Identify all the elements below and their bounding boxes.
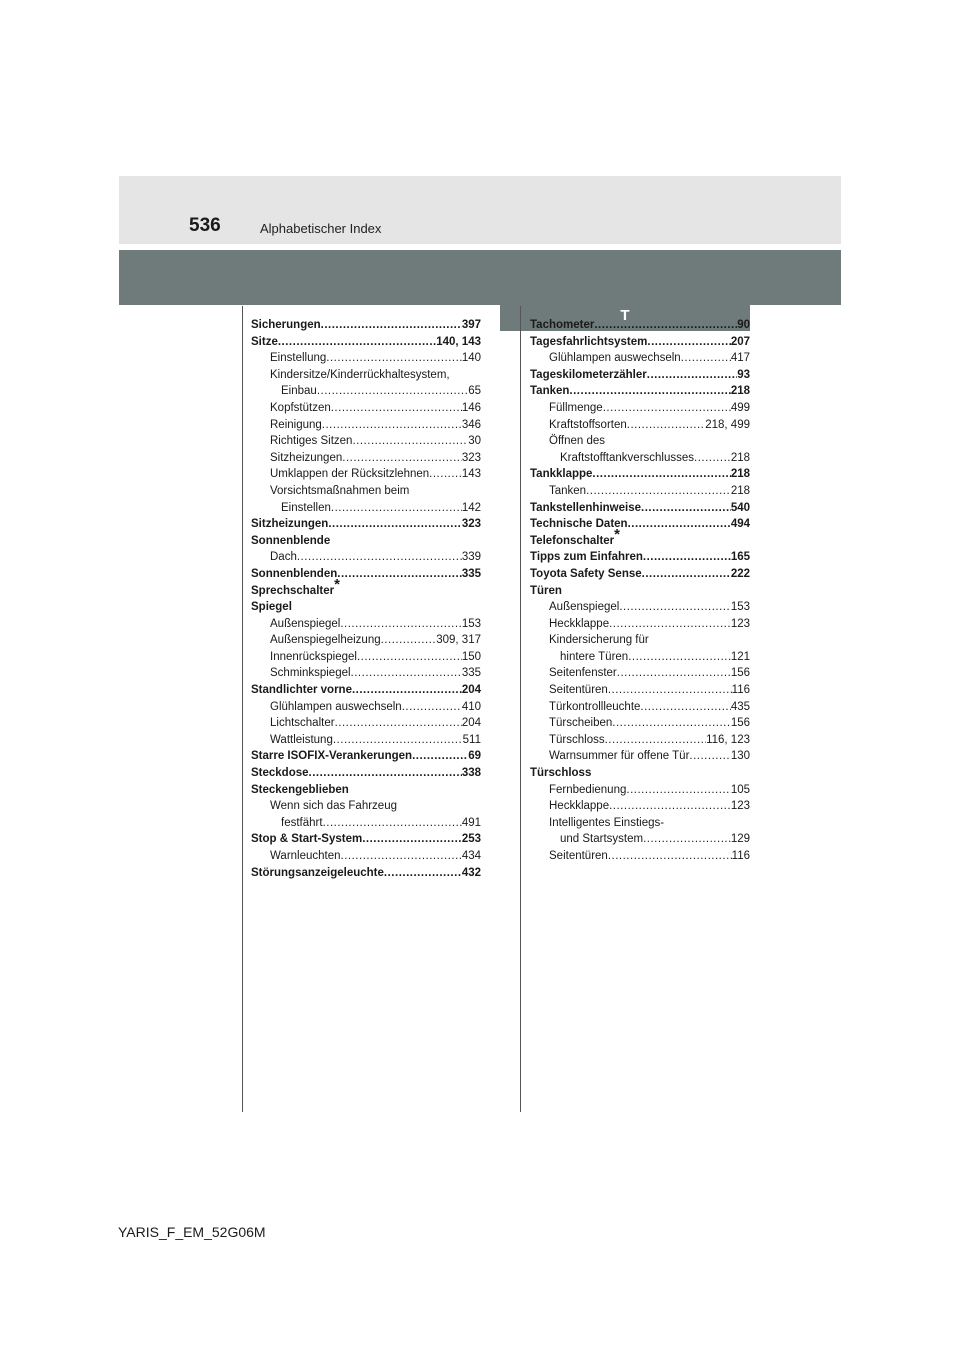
index-entry — [530, 500, 750, 517]
index-entry-label: Einstellung — [270, 352, 327, 365]
index-entry — [530, 583, 750, 600]
index-entry — [251, 500, 481, 517]
index-entry-page: 204 — [461, 717, 481, 730]
footnote-star: * — [334, 575, 340, 593]
index-entry-label: Lichtschalter — [270, 717, 335, 730]
index-entry — [530, 699, 750, 716]
section-letter-tab: T — [500, 305, 750, 331]
dot-leader — [643, 831, 731, 848]
dot-leader — [569, 383, 730, 400]
index-entry-label: Außenspiegel — [270, 617, 341, 630]
index-entry-label: Schminkspiegel — [270, 667, 351, 680]
index-entry-label: festfährt — [281, 816, 323, 829]
index-entry — [530, 732, 750, 749]
index-entry — [530, 748, 750, 765]
index-entry-page: 218 — [730, 484, 750, 497]
index-entry-label: Heckklappe — [549, 800, 610, 813]
index-entry — [530, 334, 750, 351]
index-entry-label: Kopfstützen — [270, 401, 331, 414]
index-entry-label: Richtiges Sitzen — [270, 435, 353, 448]
dot-leader — [647, 367, 737, 384]
index-column-left — [251, 317, 481, 881]
index-entry-page: 150 — [461, 650, 481, 663]
index-entry-page: 93 — [737, 368, 750, 381]
index-entry-page: 146 — [461, 401, 481, 414]
dot-leader — [643, 549, 731, 566]
index-entry-label: Telefonschalter — [530, 534, 615, 547]
index-entry — [530, 649, 750, 666]
index-entry — [251, 831, 481, 848]
dot-leader — [640, 699, 730, 716]
index-entry-label: Toyota Safety Sense — [530, 567, 642, 580]
index-entry-label: Sitzheizungen — [251, 518, 329, 531]
index-entry-label: Sitzheizungen — [270, 451, 343, 464]
dot-leader — [647, 334, 730, 351]
index-entry-page: 207 — [730, 335, 750, 348]
dot-leader — [317, 383, 468, 400]
header-band — [119, 176, 841, 244]
dot-leader — [592, 466, 730, 483]
index-entry — [530, 525, 750, 550]
index-entry — [251, 765, 481, 782]
index-entry-label: Intelligentes Einstiegs- — [549, 816, 665, 829]
index-entry-page: 65 — [468, 385, 481, 398]
index-entry-label: Öffnen des — [549, 435, 606, 448]
dot-leader — [297, 549, 462, 566]
index-entry — [530, 317, 750, 334]
index-entry-label: Stop & Start-System — [251, 833, 363, 846]
index-entry — [530, 450, 750, 467]
index-entry — [251, 815, 481, 832]
index-entry-page: 346 — [461, 418, 481, 431]
index-entry-label: Sicherungen — [251, 319, 321, 331]
index-entry-page: 253 — [461, 833, 481, 846]
index-entry-page: 165 — [730, 551, 750, 564]
header-bar — [119, 250, 841, 305]
index-entry-label: Kindersitze/Kinderrückhaltesystem, — [270, 368, 450, 381]
dot-leader — [619, 599, 730, 616]
index-entry-label: Tankstellenhinweise — [530, 501, 641, 514]
index-entry — [251, 782, 481, 799]
dot-leader — [321, 317, 462, 334]
dot-leader — [681, 350, 731, 367]
index-entry — [251, 417, 481, 434]
index-entry-label: Einbau — [281, 385, 317, 398]
index-entry — [251, 466, 481, 483]
index-entry — [530, 632, 750, 649]
index-entry — [251, 400, 481, 417]
index-entry-page: 417 — [730, 352, 750, 365]
dot-leader — [352, 433, 468, 450]
left-column-rule — [242, 306, 243, 1112]
index-entry — [251, 732, 481, 749]
index-entry-label: Wenn sich das Fahrzeug — [270, 800, 397, 813]
index-entry-label: Türschloss — [530, 767, 592, 780]
index-entry — [251, 533, 481, 550]
dot-leader — [342, 450, 462, 467]
index-entry — [530, 400, 750, 417]
index-entry-page: 116 — [731, 684, 750, 697]
index-entry-page: 499 — [730, 401, 750, 414]
index-entry-label: Glühlampen auswechseln — [549, 352, 681, 365]
index-entry-label: Wattleistung — [270, 733, 333, 746]
index-entry — [251, 516, 481, 533]
index-entry-label: Sonnenblenden — [251, 567, 338, 580]
page-number: 536 — [189, 215, 221, 236]
dot-leader — [402, 699, 462, 716]
index-entry-page: 540 — [730, 501, 750, 514]
index-entry-page: 491 — [461, 816, 481, 829]
dot-leader — [609, 798, 731, 815]
dot-leader — [612, 715, 731, 732]
index-entry-label: Türschloss — [549, 733, 605, 746]
index-entry — [251, 865, 481, 882]
dot-leader — [384, 865, 462, 882]
dot-leader — [323, 815, 462, 832]
index-entry-label: Heckklappe — [549, 617, 610, 630]
dot-leader — [605, 732, 706, 749]
index-entry — [530, 367, 750, 384]
index-entry-label: Technische Daten — [530, 518, 628, 531]
index-entry-label: Dach — [270, 551, 297, 564]
index-entry — [251, 334, 481, 351]
index-entry-label: Türen — [530, 584, 562, 597]
index-entry-page: 140 — [461, 352, 481, 365]
index-entry — [251, 715, 481, 732]
dot-leader — [609, 616, 731, 633]
index-entry-page: 511 — [462, 733, 481, 746]
index-entry-page: 338 — [461, 767, 481, 780]
index-entry-page: 335 — [461, 667, 481, 680]
index-entry — [251, 575, 481, 600]
index-entry — [530, 466, 750, 483]
dot-leader — [362, 831, 462, 848]
index-entry-label: Kraftstoffsorten — [549, 418, 627, 431]
index-entry-page: 204 — [461, 684, 481, 697]
index-entry-page: 69 — [468, 750, 481, 763]
dot-leader — [331, 500, 462, 517]
index-entry-label: Tankklappe — [530, 468, 593, 481]
index-entry — [251, 549, 481, 566]
index-entry-label: Tagesfahrlichtsystem — [530, 335, 648, 348]
dot-leader — [278, 334, 436, 351]
index-entry-page: 121 — [730, 650, 750, 663]
dot-leader — [694, 450, 731, 467]
index-entry-page: 218 — [730, 385, 750, 398]
index-entry-label: Sitze — [251, 335, 278, 348]
dot-leader — [603, 400, 731, 417]
index-entry-page: 218 — [730, 451, 750, 464]
index-entry-label: Kindersicherung für — [549, 634, 649, 647]
dot-leader — [628, 649, 731, 666]
dot-leader — [333, 732, 463, 749]
right-column-rule — [520, 306, 521, 1112]
index-entry-page: 222 — [730, 567, 750, 580]
index-entry-page: 432 — [461, 866, 481, 879]
index-entry-label: Fernbedienung — [549, 783, 627, 796]
dot-leader — [608, 848, 732, 865]
index-entry — [251, 483, 481, 500]
index-entry-label: Tachometer — [530, 319, 595, 331]
dot-leader — [341, 848, 462, 865]
index-entry-label: Einstellen — [281, 501, 331, 514]
index-entry-label: Kraftstofftankverschlusses — [560, 451, 695, 464]
index-entry — [530, 715, 750, 732]
dot-leader — [328, 516, 462, 533]
dot-leader — [357, 649, 462, 666]
index-entry-page: 218, 499 — [705, 418, 750, 431]
index-entry-page: 105 — [730, 783, 750, 796]
index-entry-label: Türscheiben — [549, 717, 613, 730]
dot-leader — [641, 500, 731, 517]
index-entry — [530, 549, 750, 566]
index-entry — [251, 649, 481, 666]
dot-leader — [351, 665, 462, 682]
index-entry — [530, 350, 750, 367]
document-code: YARIS_F_EM_52G06M — [118, 1224, 266, 1240]
index-entry-label: Reinigung — [270, 418, 322, 431]
index-entry-page: 123 — [730, 617, 750, 630]
index-entry-page: 153 — [730, 601, 750, 614]
dot-leader — [608, 682, 732, 699]
index-entry — [530, 417, 750, 434]
index-entry-page: 30 — [468, 435, 481, 448]
index-entry — [530, 782, 750, 799]
index-entry-page: 90 — [737, 319, 750, 331]
index-entry-page: 140, 143 — [436, 335, 481, 348]
index-entry-page: 335 — [461, 567, 481, 580]
index-entry-page: 116, 123 — [706, 733, 750, 746]
index-entry-label: Türkontrollleuchte — [549, 700, 641, 713]
dot-leader — [586, 483, 731, 500]
dot-leader — [628, 516, 731, 533]
index-entry — [251, 632, 481, 649]
dot-leader — [627, 417, 705, 434]
index-entry-label: Sonnenblende — [251, 534, 331, 547]
index-entry-label: Steckengeblieben — [251, 783, 349, 796]
index-entry — [251, 317, 481, 334]
index-entry — [251, 450, 481, 467]
dot-leader — [429, 466, 462, 483]
index-entry — [530, 483, 750, 500]
index-entry-page: 434 — [461, 850, 481, 862]
index-entry-page: 156 — [730, 667, 750, 680]
index-entry-page: 130 — [730, 750, 750, 763]
index-entry-page: 156 — [730, 717, 750, 730]
index-entry-page: 323 — [461, 451, 481, 464]
index-entry-label: Spiegel — [251, 601, 292, 614]
index-entry-label: Seitenfenster — [549, 667, 617, 680]
index-entry-page: 309, 317 — [436, 634, 481, 647]
index-entry — [251, 682, 481, 699]
index-entry — [251, 350, 481, 367]
index-entry — [251, 748, 481, 765]
index-entry — [530, 616, 750, 633]
dot-leader — [337, 566, 462, 583]
index-entry-label: Seitentüren — [549, 850, 608, 862]
dot-leader — [594, 317, 737, 334]
index-entry-page: 218 — [730, 468, 750, 481]
index-entry-label: Sprechschalter — [251, 584, 335, 597]
index-entry-label: und Startsystem — [560, 833, 644, 846]
index-entry — [251, 616, 481, 633]
index-entry-page: 397 — [461, 319, 481, 331]
index-entry-page: 435 — [730, 700, 750, 713]
index-entry-label: Standlichter vorne — [251, 684, 352, 697]
index-entry-label: Tanken — [549, 484, 587, 497]
dot-leader — [309, 765, 462, 782]
dot-leader — [381, 632, 437, 649]
index-entry-label: hintere Türen — [560, 650, 629, 663]
index-entry-label: Außenspiegelheizung — [270, 634, 381, 647]
index-entry-page: 339 — [461, 551, 481, 564]
index-entry — [251, 798, 481, 815]
dot-leader — [626, 782, 730, 799]
index-entry-label: Tipps zum Einfahren — [530, 551, 643, 564]
index-entry — [530, 815, 750, 832]
footnote-star: * — [614, 525, 620, 543]
index-entry — [530, 798, 750, 815]
index-entry-label: Umklappen der Rücksitzlehnen — [270, 468, 430, 481]
index-entry-label: Außenspiegel — [549, 601, 620, 614]
index-entry-page: 410 — [461, 700, 481, 713]
index-entry-page: 123 — [730, 800, 750, 813]
dot-leader — [642, 566, 731, 583]
index-entry — [251, 433, 481, 450]
index-entry-label: Tanken — [530, 385, 570, 398]
index-entry-label: Seitentüren — [549, 684, 608, 697]
index-entry — [530, 566, 750, 583]
index-entry-label: Innenrückspiegel — [270, 650, 357, 663]
index-entry-label: Warnleuchten — [270, 850, 341, 862]
index-entry — [530, 665, 750, 682]
dot-leader — [340, 616, 461, 633]
dot-leader — [322, 417, 462, 434]
index-entry-page: 153 — [461, 617, 481, 630]
dot-leader — [335, 715, 462, 732]
index-entry-page: 494 — [730, 518, 750, 531]
index-entry — [530, 599, 750, 616]
index-entry — [251, 367, 481, 384]
dot-leader — [331, 400, 462, 417]
index-entry — [251, 383, 481, 400]
dot-leader — [617, 665, 731, 682]
index-entry — [530, 848, 750, 865]
index-entry — [530, 516, 750, 533]
index-entry-page: 116 — [731, 850, 750, 862]
index-entry — [530, 682, 750, 699]
dot-leader — [326, 350, 462, 367]
index-entry — [530, 433, 750, 450]
index-entry — [251, 699, 481, 716]
index-entry-page: 323 — [461, 518, 481, 531]
dot-leader — [352, 682, 462, 699]
index-entry-label: Warnsummer für offene Tür — [549, 750, 690, 763]
index-entry-page: 142 — [461, 501, 481, 514]
index-entry — [530, 831, 750, 848]
index-entry-label: Glühlampen auswechseln — [270, 700, 402, 713]
dot-leader — [689, 748, 730, 765]
index-column-right — [530, 317, 750, 865]
index-entry — [251, 599, 481, 616]
index-entry-label: Steckdose — [251, 767, 309, 780]
dot-leader — [412, 748, 468, 765]
index-entry-label: Vorsichtsmaßnahmen beim — [270, 484, 410, 497]
index-entry — [251, 848, 481, 865]
index-entry-label: Füllmenge — [549, 401, 603, 414]
index-entry — [530, 765, 750, 782]
index-entry — [251, 566, 481, 583]
section-title: Alphabetischer Index — [260, 221, 382, 236]
index-entry-page: 143 — [461, 468, 481, 481]
index-entry-label: Tageskilometerzähler — [530, 368, 647, 381]
index-entry-label: Störungsanzeigeleuchte — [251, 866, 384, 879]
index-entry — [530, 383, 750, 400]
index-entry — [251, 665, 481, 682]
index-entry-label: Starre ISOFIX-Verankerungen — [251, 750, 413, 763]
index-entry-page: 129 — [730, 833, 750, 846]
